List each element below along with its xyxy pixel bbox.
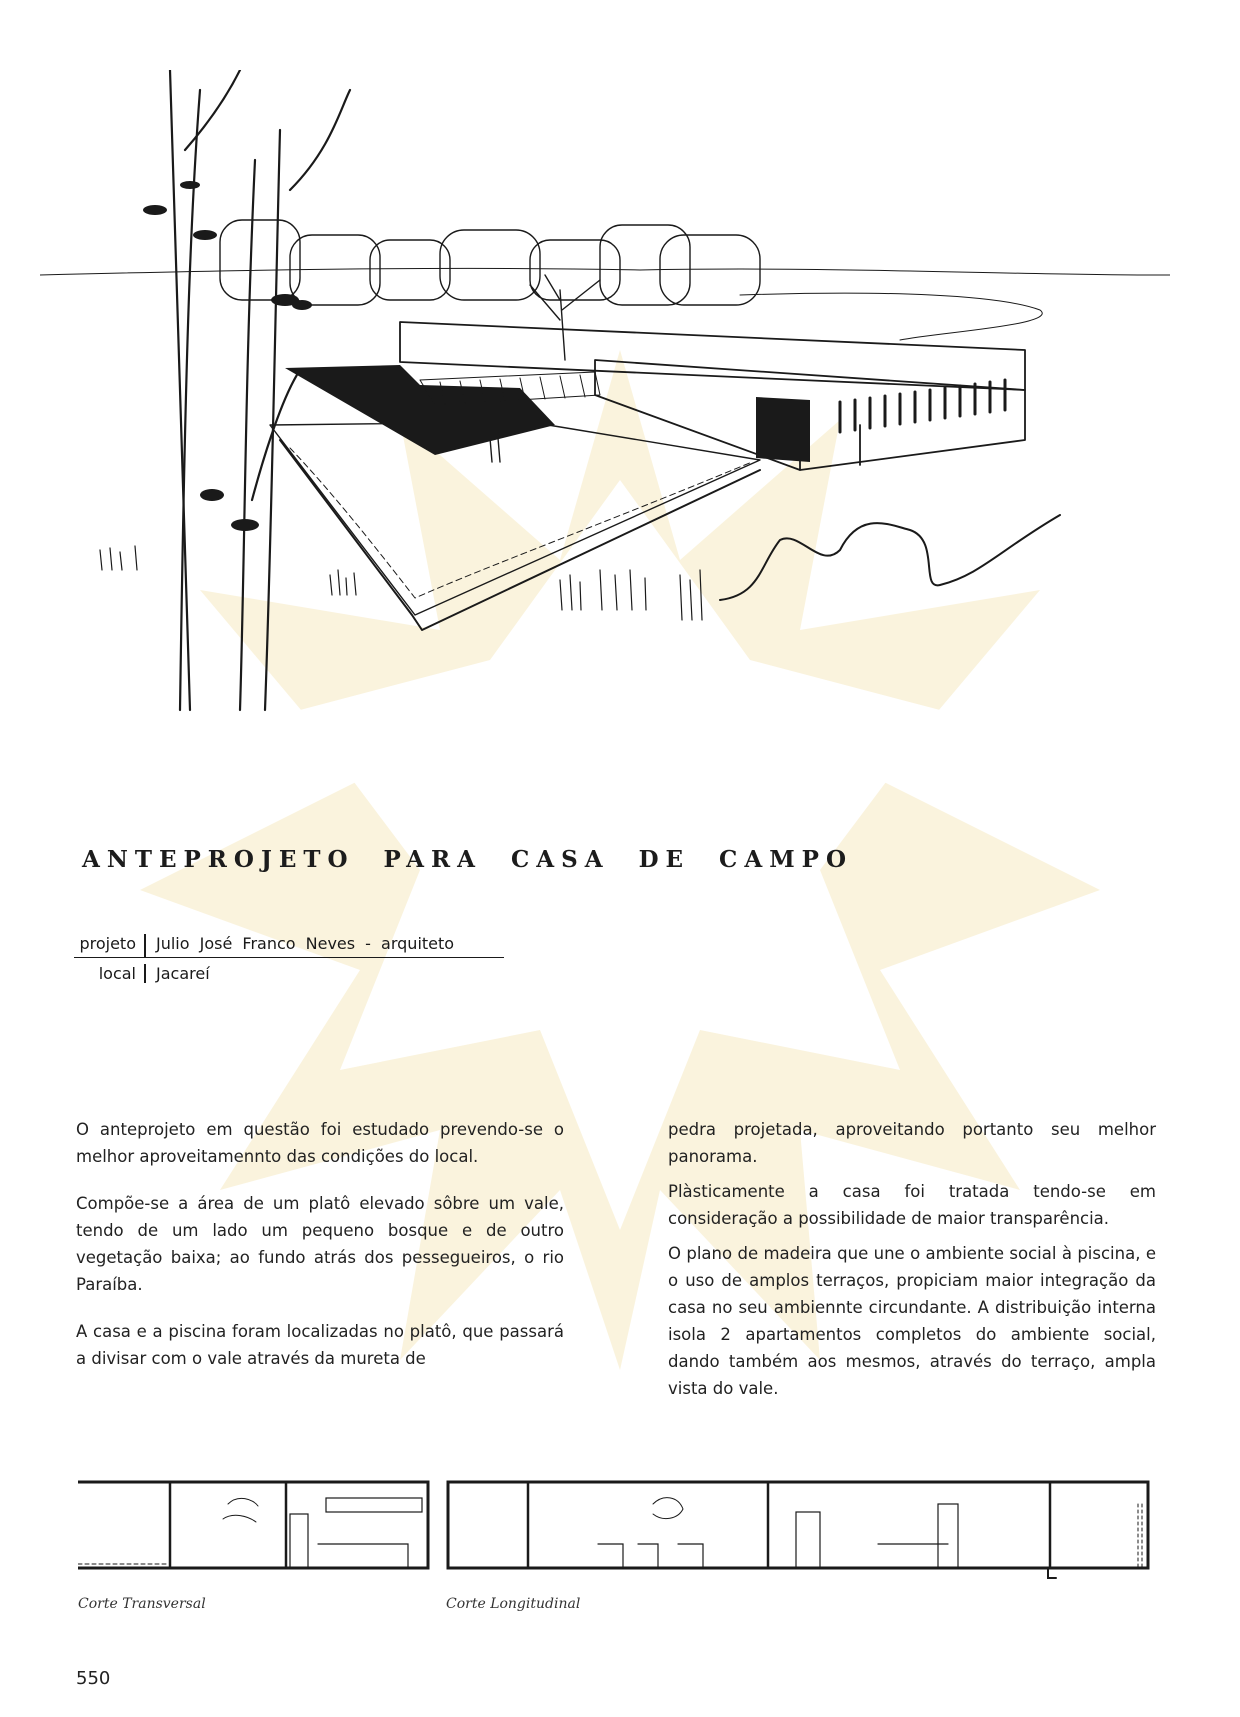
body-text-right-column [668,1116,1156,1410]
credit-row-projeto [74,928,504,958]
body-text-left-column [76,1116,564,1392]
paragraph: O anteprojeto em questão foi estudado prevendo-se o melhor aproveitamennto das condições do local. [76,1120,564,1166]
paragraph: Compõe-se a área de um platô elevado sôbre um vale, tendo de um lado um pequeno bosque e de outro vegetação baixa; ao fundo atrás dos pessegueiros, o rio Paraíba. [76,1194,564,1294]
transversal-section-drawing [78,1482,428,1568]
paragraph: Plàsticamente a casa foi tratada tendo-se em consideração a possibilidade de maior transparência. [668,1182,1156,1228]
credit-value-location: Jacareí [156,963,210,983]
credit-row-local [74,958,504,988]
paragraph: pedra projetada, aproveitando portanto seu melhor panorama. [668,1120,1156,1166]
paragraph: A casa e a piscina foram localizadas no platô, que passará a divisar com o vale através da mureta de [76,1322,564,1368]
caption-transversal-section: Corte Transversal [78,1596,206,1612]
article-title: ANTEPROJETO PARA CASA DE CAMPO [82,846,854,873]
longitudinal-section-drawing [448,1482,1148,1578]
credit-label-local: local [74,964,146,983]
house-perspective-illustration [40,70,1170,730]
credit-label-projeto: projeto [74,934,146,958]
caption-longitudinal-section: Corte Longitudinal [446,1596,581,1612]
credit-value-architect: Julio José Franco Neves - arquiteto [146,934,504,958]
page-number: 550 [76,1668,111,1689]
section-drawings [78,1474,1158,1584]
project-credits [74,928,504,988]
paragraph: O plano de madeira que une o ambiente social à piscina, e o uso de amplos terraços, propiciam maior integração da casa no seu ambiennte circundante. A distribuição interna isola 2 apartamentos completos do ambiente social, dando também aos mesmos, através do terraço, ampla vista do vale. [668,1244,1156,1398]
